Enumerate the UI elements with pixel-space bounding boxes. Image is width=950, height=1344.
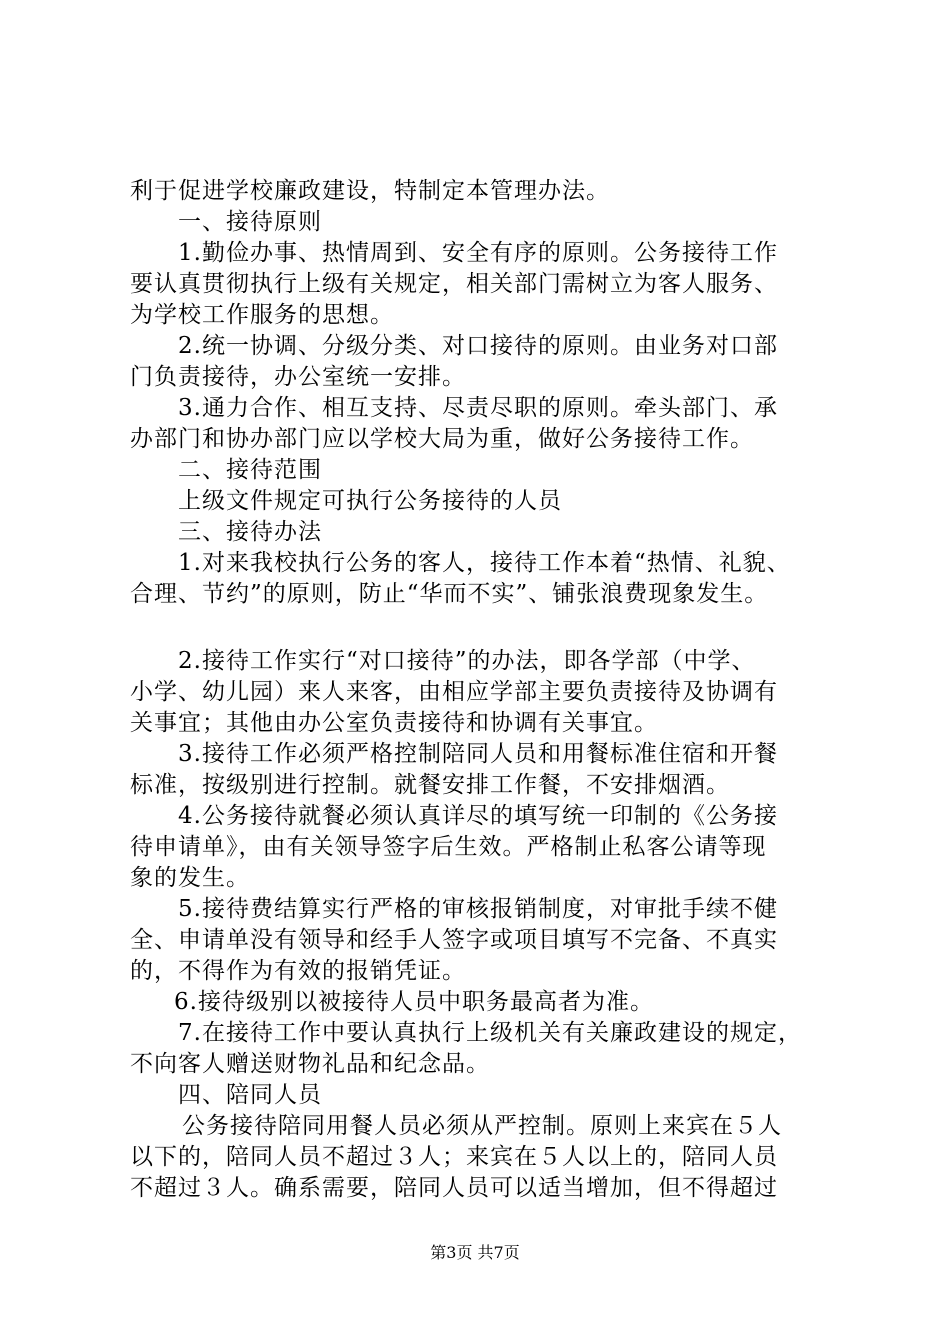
text-line: 的，不得作为有效的报销凭证。 xyxy=(130,958,466,984)
text-line: 为学校工作服务的思想。 xyxy=(130,302,394,328)
text-line: 7.在接待工作中要认真执行上级机关有关廉政建设的规定， xyxy=(178,1020,802,1046)
text-line: 以下的，陪同人员不超过３人；来宾在５人以上的，陪同人员 xyxy=(130,1144,778,1170)
text-line: 象的发生。 xyxy=(130,865,250,891)
text-line: 2.接待工作实行“对口接待”的办法，即各学部（中学、 xyxy=(178,648,756,674)
text-line: 4.公务接待就餐必须认真详尽的填写统一印制的《公务接 xyxy=(178,803,778,829)
text-line: 上级文件规定可执行公务接待的人员 xyxy=(178,488,562,514)
text-line: 5.接待费结算实行严格的审核报销制度，对审批手续不健 xyxy=(178,896,778,922)
paragraph-gap xyxy=(130,610,850,646)
text-line: 办部门和协办部门应以学校大局为重，做好公务接待工作。 xyxy=(130,426,754,452)
document-body xyxy=(130,176,850,1204)
text-line: 不向客人赠送财物礼品和纪念品。 xyxy=(130,1051,490,1077)
text-line: 全、申请单没有领导和经手人签字或项目填写不完备、不真实 xyxy=(130,927,778,953)
text-line: 标准，按级别进行控制。就餐安排工作餐，不安排烟酒。 xyxy=(130,772,730,798)
text-line: 要认真贯彻执行上级有关规定，相关部门需树立为客人服务、 xyxy=(130,271,778,297)
text-line: 三、接待办法 xyxy=(178,519,322,545)
text-line: 门负责接待，办公室统一安排。 xyxy=(130,364,466,390)
text-line: 6.接待级别以被接待人员中职务最高者为准。 xyxy=(174,989,654,1015)
text-line: 二、接待范围 xyxy=(178,457,322,483)
text-line: 四、陪同人员 xyxy=(178,1082,322,1108)
text-line: 1.勤俭办事、热情周到、安全有序的原则。公务接待工作 xyxy=(178,240,778,266)
text-line: 利于促进学校廉政建设，特制定本管理办法。 xyxy=(130,178,610,204)
text-line: 一、接待原则 xyxy=(178,209,322,235)
text-line: 关事宜；其他由办公室负责接待和协调有关事宜。 xyxy=(130,710,658,736)
text-line: 待申请单》，由有关领导签字后生效。严格制止私客公请等现 xyxy=(130,834,767,860)
text-line: 公务接待陪同用餐人员必须从严控制。原则上来宾在５人 xyxy=(182,1113,782,1139)
text-line: 合理、节约”的原则，防止“华而不实”、铺张浪费现象发生。 xyxy=(130,581,769,607)
page-footer: 第3页 共7页 xyxy=(430,1243,520,1262)
text-line: 1.对来我校执行公务的客人，接待工作本着“热情、礼貌、 xyxy=(178,550,791,576)
text-line: 不超过３人。确系需要，陪同人员可以适当增加，但不得超过 xyxy=(130,1175,778,1201)
text-line: 3.通力合作、相互支持、尽责尽职的原则。牵头部门、承 xyxy=(178,395,778,421)
text-line: 3.接待工作必须严格控制陪同人员和用餐标准住宿和开餐 xyxy=(178,741,778,767)
text-line: 小学、幼儿园）来人来客，由相应学部主要负责接待及协调有 xyxy=(130,679,778,705)
text-line: 2.统一协调、分级分类、对口接待的原则。由业务对口部 xyxy=(178,333,778,359)
